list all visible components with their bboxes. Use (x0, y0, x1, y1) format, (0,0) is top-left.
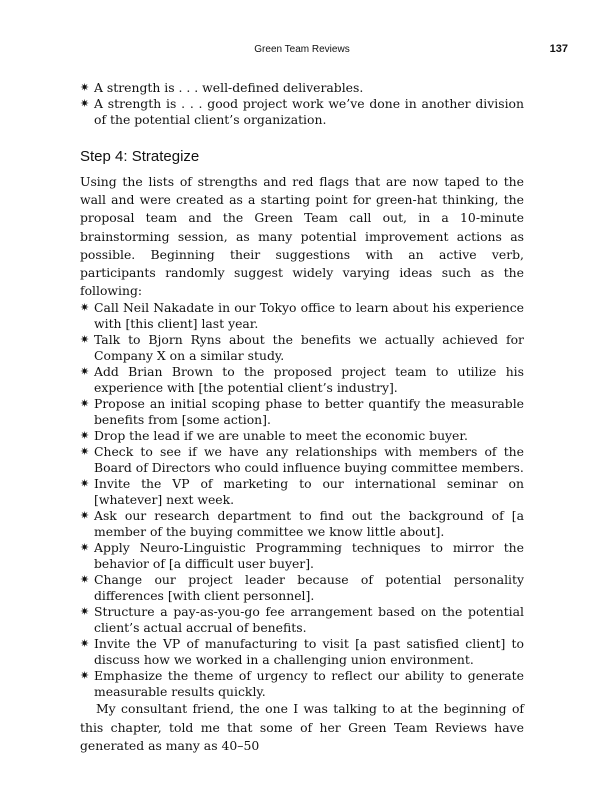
page-number: 137 (549, 43, 568, 55)
section-heading: Step 4: Strategize (80, 148, 200, 165)
list-item: ✷ A strength is . . . good project work we’ve done in another division of the potential client’s organization. (80, 96, 524, 127)
bullet-icon: ✷ (80, 97, 90, 110)
bullet-icon: ✷ (80, 397, 90, 411)
intro-bullet-list (80, 80, 524, 128)
list-item: ✷ Check to see if we have any relationships with members of the Board of Directors who could influence buying committee members. (80, 444, 524, 476)
bullet-icon: ✷ (80, 445, 90, 459)
list-item: ✷ Ask our research department to find out the background of [a member of the buying committee we know little about]. (80, 508, 524, 540)
bullet-icon: ✷ (80, 669, 90, 683)
list-item: ✷ Drop the lead if we are unable to meet the economic buyer. (80, 428, 468, 444)
bullet-icon: ✷ (80, 573, 90, 587)
bullet-icon: ✷ (80, 301, 90, 315)
list-item: ✷ A strength is . . . well-defined deliverables. (80, 80, 364, 95)
list-item: ✷ Emphasize the theme of urgency to reflect our ability to generate measurable results quickly. (80, 668, 524, 700)
intro-paragraph: Using the lists of strengths and red flags that are now taped to the wall and were created as a starting point for green-hat thinking, the proposal team and the Green Team call out, in a 10-minute brainstorming session, as many potential improvement actions as possible. Beginning their suggestions with an active verb, participants randomly suggest widely varying ideas such as the following: (80, 174, 524, 299)
bullet-icon: ✷ (80, 333, 90, 347)
list-item: ✷ Call Neil Nakadate in our Tokyo office to learn about his experience with [this client] last year. (80, 300, 524, 332)
list-item: ✷ Invite the VP of manufacturing to visit [a past satisfied client] to discuss how we worked in a challenging union environment. (80, 636, 524, 668)
bullet-icon: ✷ (80, 477, 90, 491)
bullet-icon: ✷ (80, 509, 90, 523)
list-item: ✷ Propose an initial scoping phase to better quantify the measurable benefits from [some action]. (80, 396, 524, 428)
list-item: ✷ Invite the VP of marketing to our international seminar on [whatever] next week. (80, 476, 524, 508)
page-body (80, 80, 524, 755)
bullet-icon: ✷ (80, 429, 90, 443)
bullet-icon: ✷ (80, 365, 90, 379)
list-item: ✷ Talk to Bjorn Ryns about the benefits we actually achieved for Company X on a similar study. (80, 332, 524, 364)
list-item: ✷ Change our project leader because of potential personality differences [with client personnel]. (80, 572, 524, 604)
list-item: ✷ Add Brian Brown to the proposed project team to utilize his experience with [the potential client’s industry]. (80, 364, 524, 396)
list-item: ✷ Apply Neuro-Linguistic Programming techniques to mirror the behavior of [a difficult user buyer]. (80, 540, 524, 572)
bullet-icon: ✷ (80, 637, 90, 651)
list-item: ✷ Structure a pay-as-you-go fee arrangement based on the potential client’s actual accrual of benefits. (80, 604, 524, 636)
bullet-icon: ✷ (80, 605, 90, 619)
bullet-icon: ✷ (80, 81, 90, 94)
bullet-icon: ✷ (80, 541, 90, 555)
action-bullet-list (80, 300, 524, 700)
running-head-title: Green Team Reviews (254, 44, 350, 55)
closing-paragraph: My consultant friend, the one I was talking to at the beginning of this chapter, told me that some of her Green Team Reviews have generated as many as 40–50 (80, 701, 524, 753)
